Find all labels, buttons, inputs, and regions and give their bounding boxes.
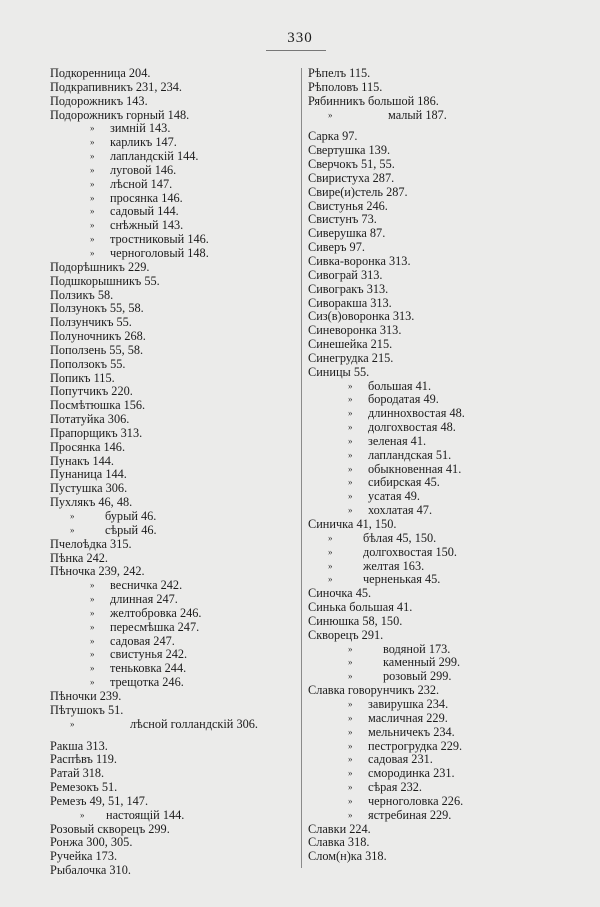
- ditto-mark: »: [328, 109, 333, 120]
- index-entry: [308, 352, 570, 366]
- index-entry: [50, 565, 296, 579]
- index-subentry: [308, 435, 570, 449]
- index-entry: [308, 130, 570, 144]
- index-subentry: [308, 740, 570, 754]
- entry-text: снѣжный 143.: [110, 218, 184, 233]
- entry-text: Прапорщикъ 313.: [50, 425, 143, 440]
- index-subentry: [50, 219, 296, 233]
- ditto-mark: »: [348, 435, 353, 446]
- index-entry: [50, 289, 296, 303]
- index-column-left: [50, 67, 296, 878]
- index-subentry: [308, 753, 570, 767]
- index-entry: [50, 413, 296, 427]
- index-entry: [308, 241, 570, 255]
- entry-text: Синегрудка 215.: [308, 350, 394, 365]
- index-entry: [50, 399, 296, 413]
- ditto-mark: »: [90, 164, 95, 175]
- index-subentry: [308, 463, 570, 477]
- entry-text: сѣрый 46.: [105, 522, 157, 537]
- entry-text: Пунакъ 144.: [50, 453, 114, 468]
- ditto-mark: »: [70, 524, 75, 535]
- index-subentry: [308, 809, 570, 823]
- ditto-mark: »: [90, 137, 95, 148]
- entry-text: завирушка 234.: [368, 696, 449, 711]
- entry-text: просянка 146.: [110, 190, 183, 205]
- entry-text: долгохвостая 150.: [363, 544, 457, 559]
- entry-text: Сивогракъ 313.: [308, 281, 389, 296]
- index-entry: [50, 468, 296, 482]
- entry-text: настоящій 144.: [106, 807, 185, 822]
- entry-text: Ручейка 173.: [50, 849, 118, 864]
- entry-text: обыкновенная 41.: [368, 461, 462, 476]
- entry-text: карликъ 147.: [110, 135, 177, 150]
- ditto-mark: »: [348, 380, 353, 391]
- index-subentry: [308, 109, 570, 123]
- entry-text: Славки 224.: [308, 821, 371, 836]
- entry-text: Ползикъ 58.: [50, 287, 114, 302]
- index-entry: [50, 81, 296, 95]
- index-subentry: [50, 635, 296, 649]
- entry-text: сибирская 45.: [368, 475, 440, 490]
- index-subentry: [50, 676, 296, 690]
- entry-text: Подорожникъ 143.: [50, 93, 148, 108]
- index-entry: [308, 81, 570, 95]
- entry-text: Синочка 45.: [308, 586, 372, 601]
- ditto-mark: »: [90, 677, 95, 688]
- entry-text: лапландская 51.: [368, 447, 452, 462]
- index-subentry: [50, 648, 296, 662]
- entry-text: Синицы 55.: [308, 364, 370, 379]
- entry-text: зимній 143.: [110, 121, 171, 136]
- index-subentry: [308, 560, 570, 574]
- index-entry: [50, 538, 296, 552]
- entry-text: Рыбалочка 310.: [50, 863, 131, 878]
- index-entry: [308, 629, 570, 643]
- entry-text: Пустушка 306.: [50, 481, 128, 496]
- entry-text: сѣрая 232.: [368, 780, 422, 795]
- index-subentry: [50, 579, 296, 593]
- entry-text: тростниковый 146.: [110, 232, 209, 247]
- entry-text: хохлатая 47.: [368, 503, 433, 518]
- index-entry: [308, 297, 570, 311]
- index-subentry: [308, 407, 570, 421]
- entry-text: Пухлякъ 46, 48.: [50, 495, 133, 510]
- entry-text: Сивограй 313.: [308, 267, 383, 282]
- ditto-mark: »: [90, 649, 95, 660]
- index-subentry: [308, 546, 570, 560]
- index-entry: [50, 330, 296, 344]
- entry-text: Рѣпелъ 115.: [308, 66, 371, 80]
- index-entry: [50, 496, 296, 510]
- entry-text: пестрогрудка 229.: [368, 738, 463, 753]
- entry-text: мельничекъ 234.: [368, 724, 455, 739]
- index-entry: [308, 200, 570, 214]
- index-subentry: [308, 781, 570, 795]
- ditto-mark: »: [90, 206, 95, 217]
- entry-text: Ракша 313.: [50, 738, 108, 753]
- ditto-mark: »: [348, 671, 353, 682]
- entry-text: малый 187.: [388, 107, 447, 122]
- entry-text: Скворецъ 291.: [308, 627, 384, 642]
- ditto-mark: »: [348, 505, 353, 516]
- entry-text: Ремезокъ 51.: [50, 780, 118, 795]
- ditto-mark: »: [348, 726, 353, 737]
- entry-text: теньковка 244.: [110, 661, 187, 676]
- index-subentry: [308, 795, 570, 809]
- entry-text: Рябинникъ большой 186.: [308, 93, 439, 108]
- ditto-mark: »: [348, 477, 353, 488]
- entry-text: Пѣночки 239.: [50, 688, 122, 703]
- entry-text: Потатуйка 306.: [50, 412, 130, 427]
- ditto-mark: »: [328, 546, 333, 557]
- entry-text: Просянка 146.: [50, 439, 126, 454]
- entry-text: Рѣполовъ 115.: [308, 79, 383, 94]
- entry-text: лѣсной голландскій 306.: [130, 716, 258, 731]
- index-entry: [308, 144, 570, 158]
- index-subentry: [308, 532, 570, 546]
- index-entry: [308, 67, 570, 81]
- entry-text: Поползень 55, 58.: [50, 342, 144, 357]
- entry-text: бурый 46.: [105, 509, 157, 523]
- index-entry: [308, 684, 570, 698]
- index-entry: [308, 324, 570, 338]
- index-subentry: [50, 150, 296, 164]
- ditto-mark: »: [90, 621, 95, 632]
- ditto-mark: »: [348, 643, 353, 654]
- index-subentry: [308, 504, 570, 518]
- entry-text: бѣлая 45, 150.: [363, 530, 437, 545]
- ditto-mark: »: [90, 580, 95, 591]
- index-entry: [50, 427, 296, 441]
- entry-text: масличная 229.: [368, 710, 448, 725]
- index-subentry: [308, 726, 570, 740]
- index-entry: [50, 67, 296, 81]
- index-subentry: [50, 593, 296, 607]
- ditto-mark: »: [90, 635, 95, 646]
- ditto-mark: »: [348, 408, 353, 419]
- index-entry: [308, 269, 570, 283]
- entry-text: Ронжа 300, 305.: [50, 835, 133, 850]
- entry-text: розовый 299.: [383, 669, 452, 684]
- entry-text: Свиристуха 287.: [308, 170, 395, 185]
- index-subentry: [308, 656, 570, 670]
- index-entry: [50, 864, 296, 878]
- entry-text: смородинка 231.: [368, 766, 455, 781]
- index-entry: [308, 823, 570, 837]
- index-subentry: [50, 122, 296, 136]
- ditto-mark: »: [70, 718, 75, 729]
- entry-text: ястребиная 229.: [368, 807, 452, 822]
- entry-text: Синька большая 41.: [308, 600, 413, 615]
- index-entry: [308, 227, 570, 241]
- ditto-mark: »: [348, 449, 353, 460]
- entry-text: Попутчикъ 220.: [50, 384, 133, 399]
- entry-text: каменный 299.: [383, 655, 461, 670]
- index-entry: [50, 344, 296, 358]
- ditto-mark: »: [348, 754, 353, 765]
- entry-text: Свире(и)стель 287.: [308, 184, 408, 199]
- index-subentry: [50, 247, 296, 261]
- ditto-mark: »: [348, 712, 353, 723]
- entry-text: черненькая 45.: [363, 572, 441, 587]
- index-entry: [50, 767, 296, 781]
- entry-text: Сиверъ 97.: [308, 240, 365, 255]
- entry-text: долгохвостая 48.: [368, 420, 456, 435]
- entry-text: Подкоренница 204.: [50, 66, 151, 80]
- entry-text: Синеворонка 313.: [308, 323, 402, 338]
- index-entry: [50, 372, 296, 386]
- index-entry: [50, 358, 296, 372]
- entry-text: Сиворакша 313.: [308, 295, 392, 310]
- entry-text: Посмѣтюшка 156.: [50, 398, 146, 413]
- ditto-mark: »: [90, 192, 95, 203]
- index-entry: [50, 823, 296, 837]
- entry-text: Славка говорунчикъ 232.: [308, 683, 440, 698]
- index-subentry: [50, 607, 296, 621]
- entry-text: Пѣтушокъ 51.: [50, 702, 124, 717]
- entry-text: Сиз(в)оворонка 313.: [308, 309, 415, 324]
- ditto-mark: »: [90, 151, 95, 162]
- index-subentry: [308, 380, 570, 394]
- index-subentry: [50, 164, 296, 178]
- entry-text: Слом(н)ка 318.: [308, 849, 387, 864]
- index-entry: [308, 518, 570, 532]
- ditto-mark: »: [70, 511, 75, 521]
- ditto-mark: »: [90, 607, 95, 618]
- index-entry: [308, 338, 570, 352]
- index-entry: [50, 385, 296, 399]
- entry-text: Подкрапивникъ 231, 234.: [50, 79, 182, 94]
- entry-text: желтобровка 246.: [110, 605, 202, 620]
- entry-text: Сиверушка 87.: [308, 226, 386, 241]
- entry-text: усатая 49.: [368, 489, 420, 504]
- entry-text: Ратай 318.: [50, 766, 105, 781]
- entry-text: Сарка 97.: [308, 129, 358, 144]
- index-entry: [308, 186, 570, 200]
- entry-text: Ползунокъ 55, 58.: [50, 301, 144, 316]
- page-number: 330: [287, 30, 313, 46]
- entry-text: Поползокъ 55.: [50, 356, 126, 371]
- index-entry: [50, 302, 296, 316]
- ditto-mark: »: [328, 574, 333, 585]
- index-entry: [308, 836, 570, 850]
- ditto-mark: »: [348, 491, 353, 502]
- entry-text: Ползунчикъ 55.: [50, 315, 132, 330]
- index-entry: [308, 283, 570, 297]
- index-subentry: [50, 662, 296, 676]
- ditto-mark: »: [348, 782, 353, 793]
- index-entry: [50, 781, 296, 795]
- index-entry: [308, 158, 570, 172]
- index-entry: [50, 455, 296, 469]
- entry-text: свистунья 242.: [110, 647, 188, 662]
- index-entry: [50, 275, 296, 289]
- index-entry: [50, 795, 296, 809]
- index-entry: [308, 587, 570, 601]
- index-subentry: [50, 809, 296, 823]
- entry-text: черноголовка 226.: [368, 793, 464, 808]
- index-entry: [50, 552, 296, 566]
- index-entry: [50, 836, 296, 850]
- index-entry: [308, 95, 570, 109]
- entry-text: Подшкорышникъ 55.: [50, 273, 160, 288]
- index-entry: [50, 316, 296, 330]
- entry-text: Подорожникъ горный 148.: [50, 107, 190, 122]
- index-subentry: [50, 718, 296, 732]
- index-subentry: [308, 573, 570, 587]
- entry-text: Сверчокъ 51, 55.: [308, 157, 395, 172]
- entry-text: бородатая 49.: [368, 392, 439, 407]
- index-entry: [50, 95, 296, 109]
- entry-text: весничка 242.: [110, 578, 183, 593]
- index-entry: [308, 850, 570, 864]
- index-subentry: [308, 476, 570, 490]
- index-entry: [308, 601, 570, 615]
- entry-text: Синюшка 58, 150.: [308, 613, 403, 628]
- index-column-right: [308, 67, 570, 864]
- ditto-mark: »: [348, 698, 353, 709]
- entry-text: водяной 173.: [383, 641, 451, 656]
- index-subentry: [50, 178, 296, 192]
- ditto-mark: »: [348, 740, 353, 751]
- ditto-mark: »: [348, 809, 353, 820]
- entry-text: зеленая 41.: [368, 433, 427, 448]
- entry-text: Распѣвъ 119.: [50, 752, 118, 767]
- entry-text: Пѣнка 242.: [50, 550, 108, 565]
- index-entry: [50, 704, 296, 718]
- entry-text: Сивка-воронка 313.: [308, 253, 411, 268]
- entry-text: трещотка 246.: [110, 675, 184, 690]
- ditto-mark: »: [90, 247, 95, 258]
- entry-text: пересмѣшка 247.: [110, 619, 200, 634]
- index-subentry: [308, 490, 570, 504]
- index-subentry: [308, 712, 570, 726]
- index-entry: [50, 441, 296, 455]
- entry-text: Синичка 41, 150.: [308, 517, 397, 531]
- entry-text: Славка 318.: [308, 835, 370, 850]
- index-subentry: [50, 136, 296, 150]
- entry-text: луговой 146.: [110, 162, 177, 177]
- index-subentry: [308, 670, 570, 684]
- index-subentry: [50, 524, 296, 538]
- ditto-mark: »: [90, 178, 95, 189]
- index-subentry: [50, 233, 296, 247]
- index-entry: [308, 310, 570, 324]
- index-entry: [50, 109, 296, 123]
- entry-text: длиннохвостая 48.: [368, 406, 465, 421]
- index-entry: [308, 213, 570, 227]
- entry-text: Пунаница 144.: [50, 467, 127, 482]
- entry-text: садовая 231.: [368, 752, 433, 767]
- entry-text: Попикъ 115.: [50, 370, 115, 385]
- ditto-mark: »: [348, 463, 353, 474]
- entry-text: Подорѣшникъ 229.: [50, 259, 150, 274]
- index-entry: [50, 753, 296, 767]
- entry-text: большая 41.: [368, 378, 432, 393]
- ditto-mark: »: [348, 768, 353, 779]
- index-subentry: [308, 698, 570, 712]
- ditto-mark: »: [328, 560, 333, 571]
- entry-text: Розовый скворецъ 299.: [50, 821, 170, 836]
- entry-text: желтая 163.: [363, 558, 425, 573]
- index-entry: [50, 261, 296, 275]
- ditto-mark: »: [90, 220, 95, 231]
- ditto-mark: »: [90, 663, 95, 674]
- ditto-mark: »: [90, 594, 95, 605]
- entry-text: садовый 144.: [110, 204, 179, 219]
- entry-text: садовая 247.: [110, 633, 175, 648]
- index-entry: [50, 482, 296, 496]
- ditto-mark: »: [80, 809, 85, 820]
- index-entry: [50, 740, 296, 754]
- ditto-mark: »: [348, 422, 353, 433]
- index-entry: [308, 615, 570, 629]
- entry-text: Свистунья 246.: [308, 198, 388, 213]
- ditto-mark: »: [90, 234, 95, 245]
- index-entry: [50, 690, 296, 704]
- index-subentry: [308, 643, 570, 657]
- index-subentry: [308, 449, 570, 463]
- index-subentry: [50, 192, 296, 206]
- index-entry: [308, 366, 570, 380]
- index-entry: [50, 850, 296, 864]
- entry-text: лѣсной 147.: [110, 176, 173, 191]
- entry-text: лапландскій 144.: [110, 149, 199, 164]
- entry-text: Свистунъ 73.: [308, 212, 377, 227]
- index-subentry: [308, 393, 570, 407]
- index-subentry: [308, 767, 570, 781]
- index-subentry: [50, 621, 296, 635]
- ditto-mark: »: [348, 394, 353, 405]
- ditto-mark: »: [348, 795, 353, 806]
- entry-text: длинная 247.: [110, 592, 178, 607]
- index-subentry: [50, 205, 296, 219]
- index-entry: [308, 172, 570, 186]
- column-divider: [301, 68, 302, 868]
- ditto-mark: »: [348, 657, 353, 668]
- entry-text: Свертушка 139.: [308, 143, 391, 158]
- entry-text: Синешейка 215.: [308, 337, 393, 352]
- entry-text: Пчелоѣдка 315.: [50, 536, 132, 551]
- entry-text: Полуночникъ 268.: [50, 329, 146, 344]
- index-subentry: [50, 510, 296, 524]
- ditto-mark: »: [328, 532, 333, 543]
- entry-text: черноголовый 148.: [110, 245, 209, 260]
- index-entry: [308, 255, 570, 269]
- entry-text: Пѣночка 239, 242.: [50, 564, 145, 579]
- index-subentry: [308, 421, 570, 435]
- ditto-mark: »: [90, 123, 95, 134]
- entry-text: Ремезъ 49, 51, 147.: [50, 793, 149, 808]
- header-rule: [266, 50, 326, 51]
